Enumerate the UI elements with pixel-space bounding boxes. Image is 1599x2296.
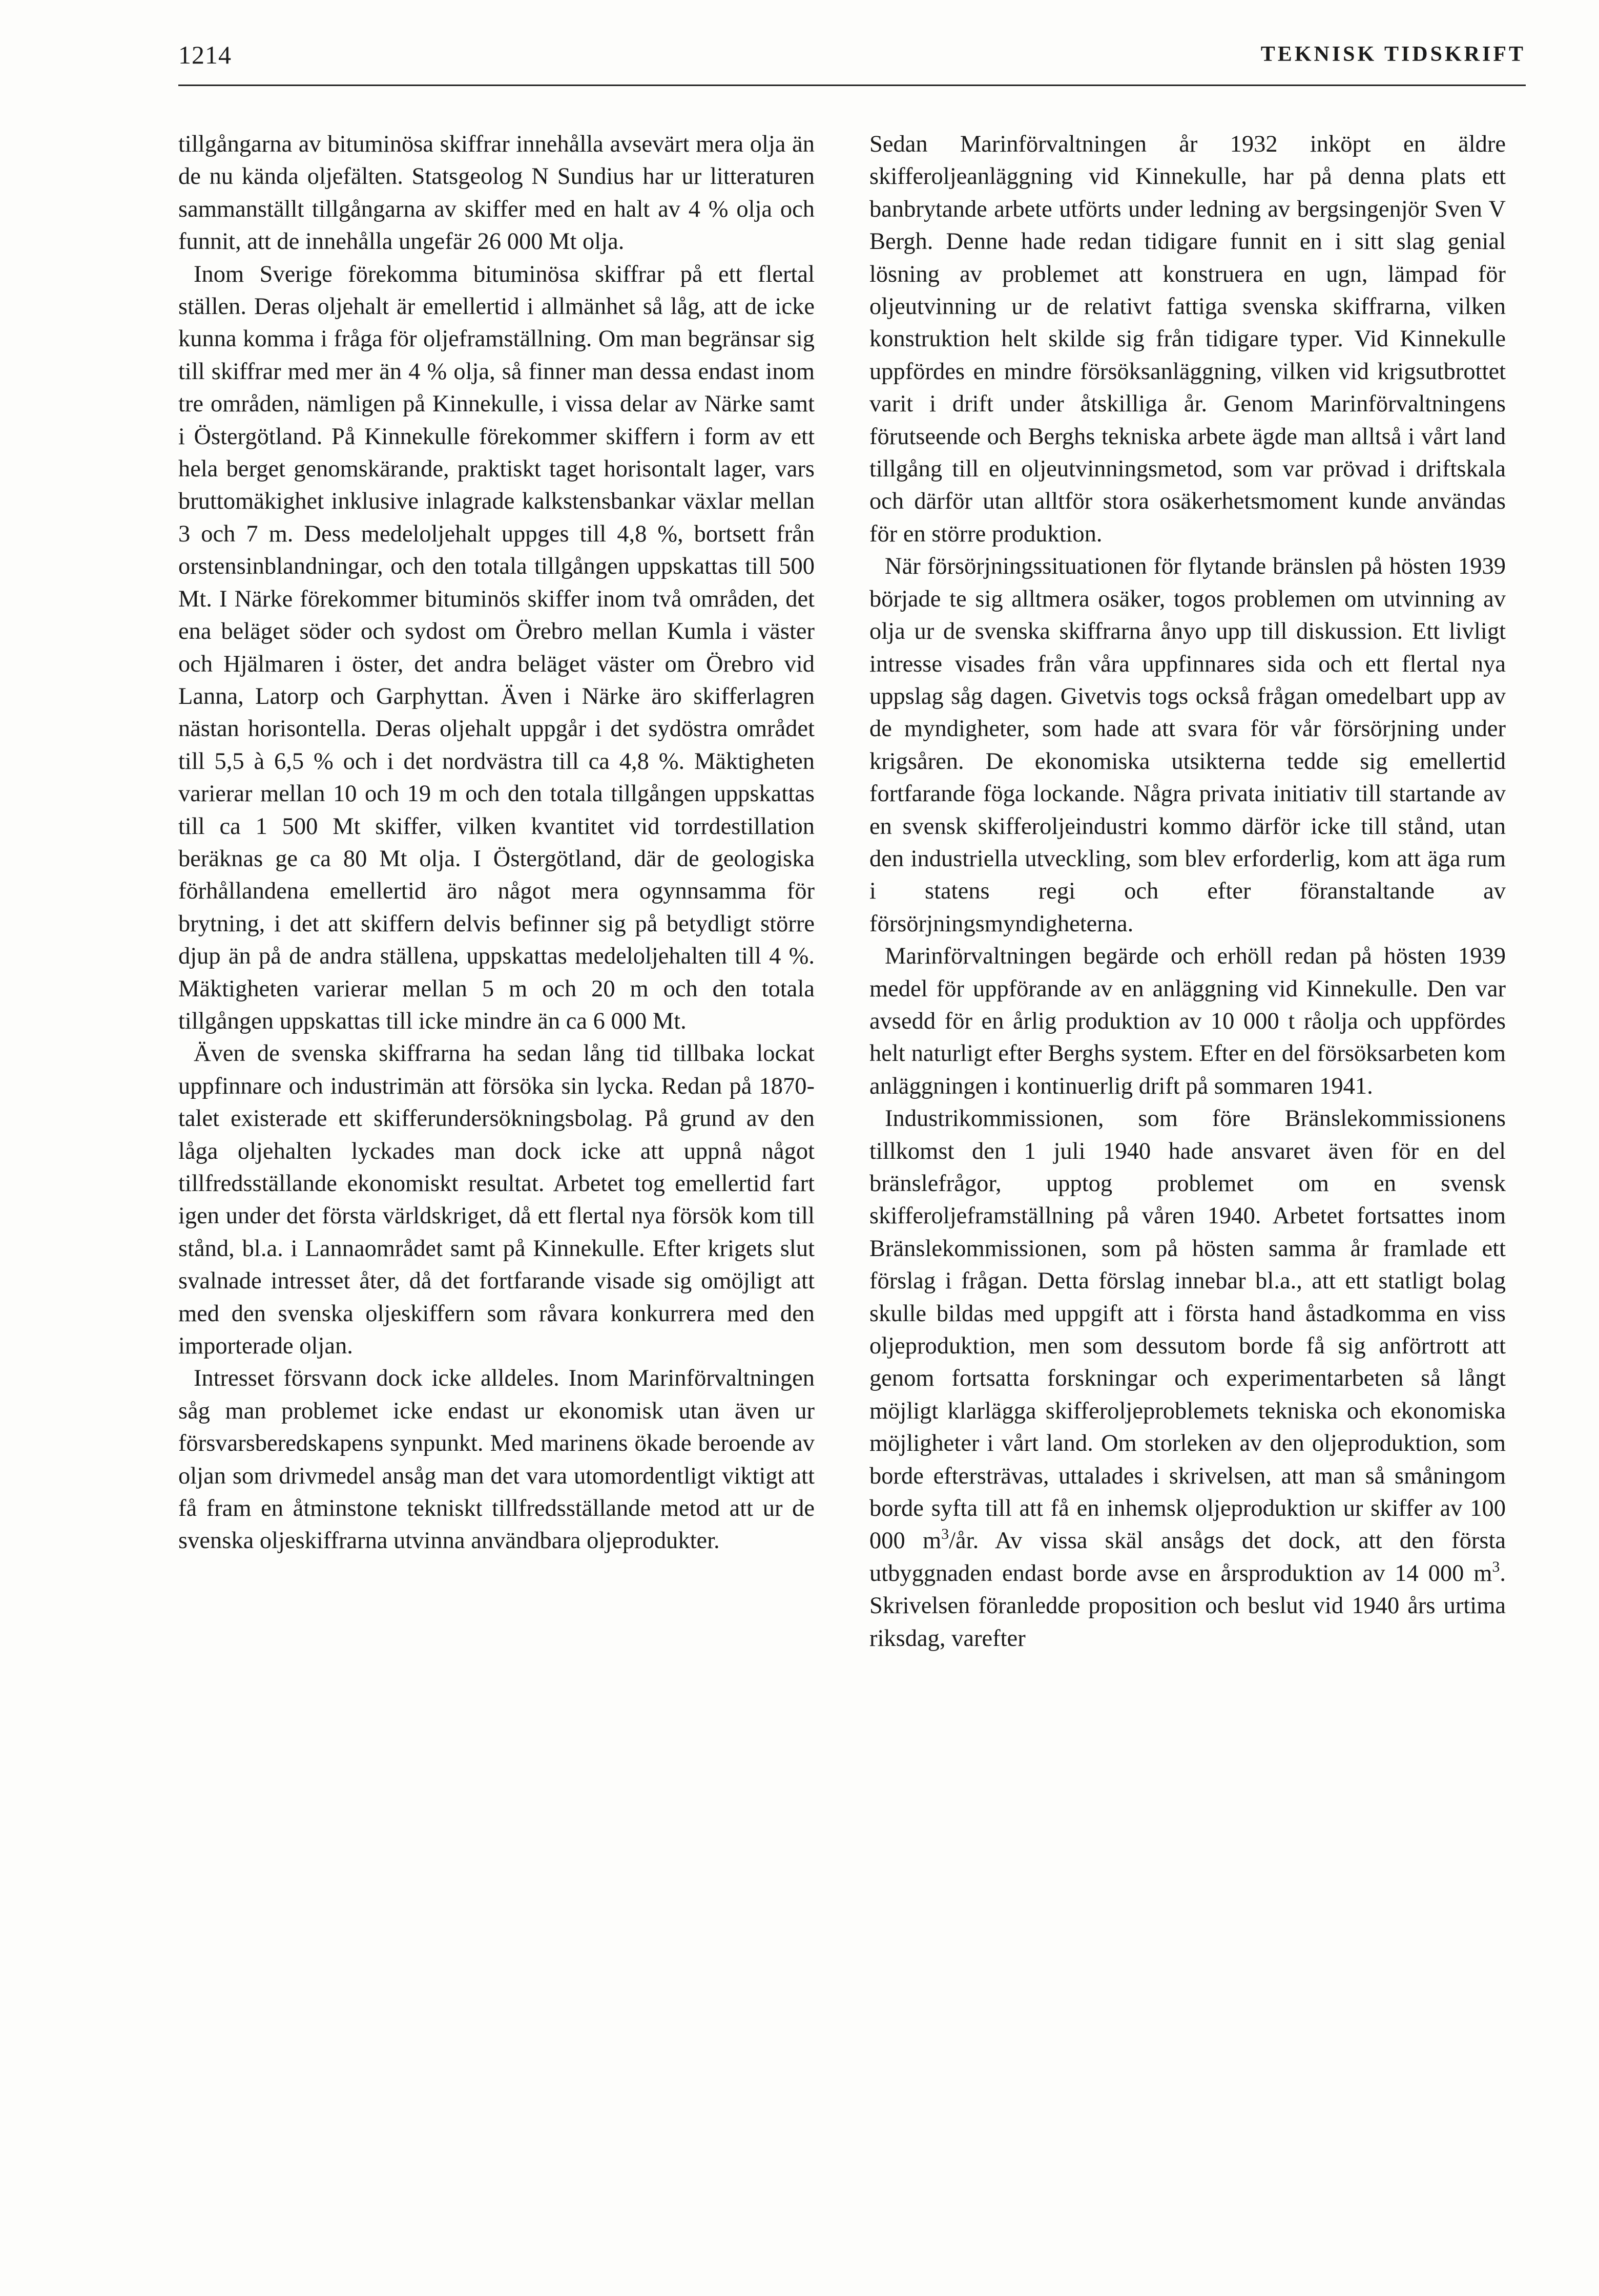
- right-paragraph-4-part-c: . Skrivelsen föranledde proposition och beslut vid 1940 års urtima riksdag, varefter: [869, 1560, 1506, 1652]
- left-paragraph-3: Även de svenska skiffrarna ha sedan lång tid tillbaka lockat uppfinnare och industrimän att försöka sin lycka. Redan på 1870-talet existerade ett skifferundersökningsbolag. På grund av den låga oljehalten lyckades man dock icke att uppnå något tillfredsställande ekonomiskt resultat. Arbetet tog emellertid fart igen under det första världskriget, då ett flertal nya försök kom till stånd, bl.a. i Lannaområdet samt på Kinnekulle. Efter krigets slut svalnade intresset åter, då det fortfarande visade sig omöjligt att med den svenska oljeskiffern som råvara konkurrera med den importerade oljan.: [178, 1040, 815, 1360]
- right-paragraph-2: När försörjningssituationen för flytande bränslen på hösten 1939 började te sig alltmera osäker, togos problemen om utvinning av olja ur de svenska skiffrarna ånyo upp till diskussion. Ett livligt intresse visades från våra uppfinnares sida och ett flertal nya uppslag såg dagen. Givetvis togs också frågan omedelbart upp av de myndigheter, som hade att svara för vår försörjning under krigsåren. De ekonomiska utsikterna tedde sig emellertid fortfarande föga lockande. Några privata initiativ till startande av en svensk skifferoljeindustri kommo därför icke till stånd, utan den industriella utveckling, som blev erforderlig, kom att äga rum i statens regi och efter föranstaltande av försörjningsmyndigheterna.: [869, 553, 1506, 937]
- left-paragraph-2: Inom Sverige förekomma bituminösa skiffrar på ett flertal ställen. Deras oljehalt är emellertid i allmänhet så låg, att de icke kunna komma i fråga för oljeframställning. Om man begränsar sig till skiffrar med mer än 4 % olja, så finner man dessa endast inom tre områden, nämligen på Kinnekulle, i vissa delar av Närke samt i Östergötland. På Kinnekulle förekommer skiffern i form av ett hela berget genomskärande, praktiskt taget horisontalt lager, vars bruttomäkighet inklusive inlagrade kalkstensbankar växlar mellan 3 och 7 m. Dess medeloljehalt uppges till 4,8 %, bortsett från orstensinblandningar, och den totala tillgången uppskattas till 500 Mt. I Närke förekommer bituminös skiffer inom två områden, det ena beläget söder och sydost om Örebro mellan Kumla i väster och Hjälmaren i öster, det andra beläget väster om Örebro vid Lanna, Latorp och Garphyttan. Även i Närke äro skifferlagren nästan horisontella. Deras oljehalt uppgår i det sydöstra området till 5,5 à 6,5 % och i det nordvästra till ca 4,8 %. Mäktigheten varierar mellan 10 och 19 m och den totala tillgången uppskattas till ca 1 500 Mt skiffer, vilken kvantitet vid torrdestillation beräknas ge ca 80 Mt olja. I Östergötland, där de geologiska förhållandena emellertid äro något mera ogynnsamma för brytning, i det att skiffern delvis befinner sig på betydligt större djup än på de andra ställena, uppskattas medeloljehalten till 4 %. Mäktigheten varierar mellan 5 m och 20 m och den totala tillgången uppskattas till icke mindre än ca 6 000 Mt.: [178, 261, 815, 1034]
- superscript-cubic: 3: [941, 1526, 949, 1543]
- left-paragraph-1: tillgångarna av bituminösa skiffrar innehålla avsevärt mera olja än de nu kända oljefälten. Statsgeolog N Sundius har ur litteraturen sammanställt tillgångarna av skiffer med en halt av 4 % olja och funnit, att de innehålla ungefär 26 000 Mt olja.: [178, 131, 815, 255]
- superscript-cubic: 3: [1492, 1558, 1500, 1575]
- left-paragraph-4: Intresset försvann dock icke alldeles. Inom Marinförvaltningen såg man problemet icke endast ur ekonomisk utan även ur försvarsberedskapens synpunkt. Med marinens ökade beroende av oljan som drivmedel ansåg man det vara utomordentligt viktigt att få fram en åtminstone tekniskt tillfredsställande metod att ur de svenska oljeskiffrarna utvinna användbara oljeprodukter.: [178, 1365, 815, 1554]
- right-column: [869, 128, 1506, 1655]
- right-paragraph-1: Sedan Marinförvaltningen år 1932 inköpt en äldre skifferoljeanläggning vid Kinnekulle, har på denna plats ett banbrytande arbete utförts under ledning av bergsingenjör Sven V Bergh. Denne hade redan tidigare funnit en i sitt slag genial lösning av problemet att konstruera en ugn, lämpad för oljeutvinning ur de relativt fattiga svenska skiffrarna, vilken konstruktion helt skilde sig från tidigare typer. Vid Kinnekulle uppfördes en mindre försöksanläggning, vilken vid krigsutbrottet varit i drift under åtskilliga år. Genom Marinförvaltningens förutseende och Berghs tekniska arbete ägde man alltså i vårt land tillgång till en oljeutvinningsmetod, som var prövad i driftskala och därför utan alltför stora osäkerhetsmoment kunde användas för en större produktion.: [869, 131, 1506, 547]
- journal-title: TEKNISK TIDSKRIFT: [1260, 43, 1526, 66]
- right-paragraph-4: [869, 1102, 1506, 1655]
- left-column: [178, 128, 815, 1557]
- header-rule: [178, 85, 1526, 86]
- right-paragraph-3: Marinförvaltningen begärde och erhöll redan på hösten 1939 medel för uppförande av en anläggning vid Kinnekulle. Den var avsedd för en årlig produktion av 10 000 t råolja och uppfördes helt naturligt efter Berghs system. Efter en del försöksarbeten kom anläggningen i kontinuerlig drift på sommaren 1941.: [869, 943, 1506, 1099]
- running-head: [178, 40, 1526, 76]
- right-paragraph-4-part-b: /år. Av vissa skäl ansågs det dock, att den första utbyggnaden endast borde avse en årsproduktion av 14 000 m: [869, 1528, 1506, 1587]
- page-number: 1214: [178, 40, 232, 69]
- right-paragraph-4-part-a: Industrikommissionen, som före Bränslekommissionens tillkomst den 1 juli 1940 hade ansvaret även för en del bränslefrågor, upptog problemet om en svensk skifferoljeframställning på våren 1940. Arbetet fortsattes inom Bränslekommissionen, som på hösten samma år framlade ett förslag i frågan. Detta förslag innebar bl.a., att ett statligt bolag skulle bildas med uppgift att i första hand åstadkomma en viss oljeproduktion, men som dessutom borde få sig anförtrott att genom fortsatta forskningar och experimentarbeten så långt möjligt klarlägga skifferoljeproblemets tekniska och ekonomiska möjligheter i vårt land. Om storleken av den oljeproduktion, som borde eftersträvas, uttalades i skrivelsen, att man så småningom borde syfta till att få en inhemsk oljeproduktion ur skiffer av 100 000 m: [869, 1105, 1506, 1554]
